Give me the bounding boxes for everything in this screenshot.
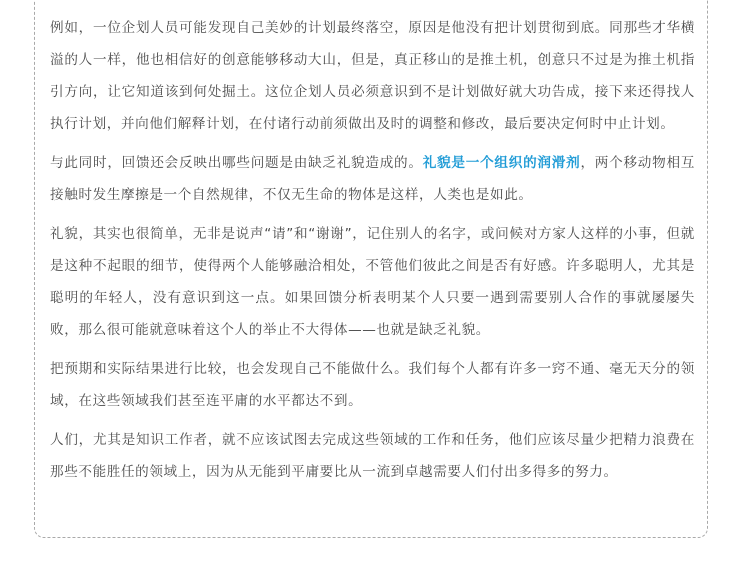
paragraph-1: 例如，一位企划人员可能发现自己美妙的计划最终落空，原因是他没有把计划贯彻到底。同那些才华横溢的人一样，他也相信好的创意能够移动大山，但是，真正移山的是推土机，创意只不过是为推土机指引方向，让它知道该到何处掘土。这位企划人员必须意识到不是计划做好就大功告成，接下来还得找人执行计划，并向他们解释计划，在付诸行动前须做出及时的调整和修改，最后要决定何时中止计划。: [50, 20, 695, 132]
paragraph-2: [50, 147, 695, 211]
paragraph-2-lead: 与此同时，回馈还会反映出哪些问题是由缺乏礼貌造成的。: [50, 155, 423, 171]
highlighted-phrase: 礼貌是一个组织的润滑剂: [422, 155, 581, 171]
paragraph-5: 人们，尤其是知识工作者，就不应该试图去完成这些领域的工作和任务，他们应该尽量少把精力浪费在那些不能胜任的领域上，因为从无能到平庸要比从一流到卓越需要人们付出多得多的努力。: [50, 432, 695, 480]
paragraph-3: 礼貌，其实也很简单，无非是说声“请”和“谢谢”，记住别人的名字，或问候对方家人这样的小事，但就是这种不起眼的细节，使得两个人能够融洽相处，不管他们彼此之间是否有好感。许多聪明人，尤其是聪明的年轻人，没有意识到这一点。如果回馈分析表明某个人只要一遇到需要别人合作的事就屡屡失败，那么很可能就意味着这个人的举止不大得体——也就是缺乏礼貌。: [50, 226, 695, 338]
article-body: [50, 12, 695, 495]
paragraph-4: 把预期和实际结果进行比较，也会发现自己不能做什么。我们每个人都有许多一窍不通、毫无天分的领域，在这些领域我们甚至连平庸的水平都达不到。: [50, 361, 695, 409]
paragraph-2-tail: ，两个移动物相互接触时发生摩擦是一个自然规律，不仅无生命的物体是这样，人类也是如此。: [50, 155, 695, 203]
